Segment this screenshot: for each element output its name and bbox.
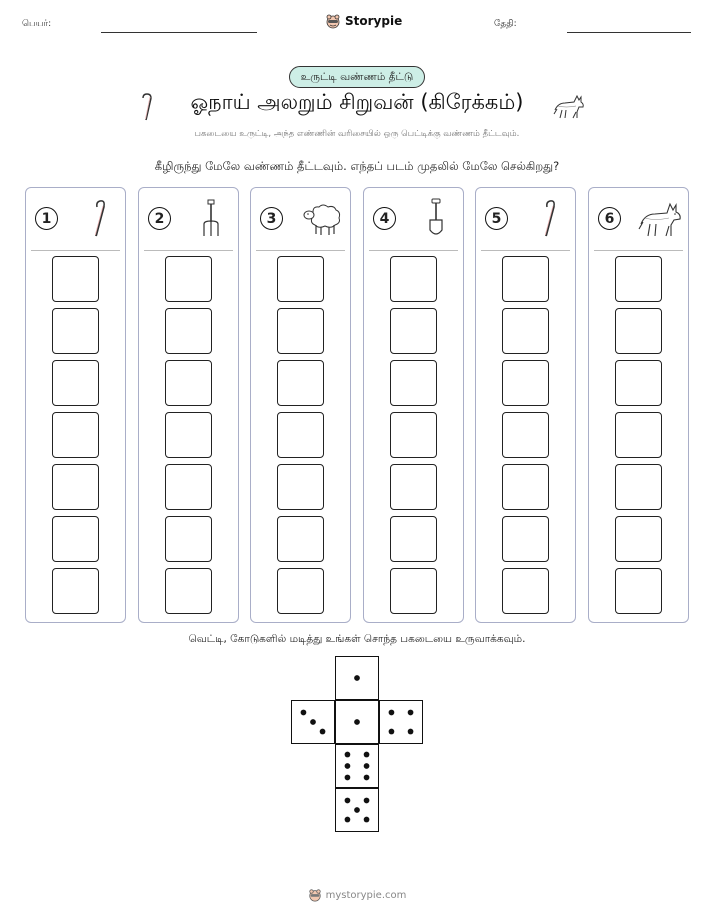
color-box[interactable] (165, 360, 212, 406)
color-box[interactable] (390, 464, 437, 510)
color-box[interactable] (615, 464, 662, 510)
dice-column-3 (250, 187, 351, 623)
color-box[interactable] (277, 360, 324, 406)
date-label: தேதி: (494, 19, 517, 29)
page-subtitle: பகடையை உருட்டி, அந்த எண்ணின் வரிசையில் ஒரு பெட்டிக்கு வண்ணம் தீட்டவும். (194, 129, 520, 139)
column-divider (256, 250, 345, 251)
color-box[interactable] (277, 308, 324, 354)
color-box[interactable] (390, 308, 437, 354)
color-box[interactable] (165, 516, 212, 562)
column-divider (369, 250, 458, 251)
wolf-icon (552, 90, 586, 122)
dice-face-top (335, 656, 379, 700)
footer-url[interactable]: mystorypie.com (325, 889, 407, 901)
column-number-badge: 1 (35, 207, 58, 230)
dice-face-left (291, 700, 335, 744)
color-box[interactable] (277, 568, 324, 614)
dice-column-2 (138, 187, 239, 623)
column-number-badge: 4 (373, 207, 396, 230)
wolf-icon (637, 196, 685, 240)
date-field[interactable] (567, 32, 691, 33)
dice-column-1 (25, 187, 126, 623)
shepherd-crook-icon (74, 196, 122, 240)
color-box[interactable] (615, 412, 662, 458)
column-number-badge: 6 (598, 207, 621, 230)
dice-column-4 (363, 187, 464, 623)
color-box[interactable] (165, 256, 212, 302)
color-box[interactable] (165, 412, 212, 458)
brand-logo (325, 13, 402, 29)
color-box[interactable] (52, 516, 99, 562)
sheep-icon (299, 196, 347, 240)
color-box[interactable] (277, 256, 324, 302)
column-divider (481, 250, 570, 251)
footer (0, 888, 714, 902)
shepherd-crook-icon (524, 196, 572, 240)
activity-badge: உருட்டி வண்ணம் தீட்டு (289, 66, 425, 88)
color-box[interactable] (502, 568, 549, 614)
color-box[interactable] (52, 360, 99, 406)
dice-column-5 (475, 187, 576, 623)
color-box[interactable] (165, 464, 212, 510)
color-box[interactable] (390, 360, 437, 406)
color-box[interactable] (502, 412, 549, 458)
color-box[interactable] (52, 568, 99, 614)
color-box[interactable] (390, 516, 437, 562)
color-box[interactable] (277, 464, 324, 510)
dice-face-lower (335, 744, 379, 788)
color-box[interactable] (277, 516, 324, 562)
color-box[interactable] (615, 308, 662, 354)
dice-face-bottom (335, 788, 379, 832)
color-box[interactable] (502, 256, 549, 302)
color-box[interactable] (502, 308, 549, 354)
color-box[interactable] (52, 256, 99, 302)
cut-instruction: வெட்டி, கோடுகளில் மடித்து உங்கள் சொந்த பகடையை உருவாக்கவும். (188, 633, 526, 645)
name-label: பெயர்: (22, 19, 52, 29)
brand-name: Storypie (345, 14, 403, 28)
dice-face-center (335, 700, 379, 744)
dice-face-right (379, 700, 423, 744)
pitchfork-icon (187, 196, 235, 240)
color-box[interactable] (615, 360, 662, 406)
color-box[interactable] (52, 464, 99, 510)
column-number-badge: 5 (485, 207, 508, 230)
color-box[interactable] (502, 360, 549, 406)
color-box[interactable] (390, 256, 437, 302)
color-box[interactable] (502, 464, 549, 510)
color-box[interactable] (52, 308, 99, 354)
color-box[interactable] (277, 412, 324, 458)
color-box[interactable] (502, 516, 549, 562)
color-box[interactable] (52, 412, 99, 458)
color-box[interactable] (165, 308, 212, 354)
column-number-badge: 2 (148, 207, 171, 230)
coloring-instruction: கீழிருந்து மேலே வண்ணம் தீட்டவும். எந்தப் படம் முதலில் மேலே செல்கிறது? (154, 159, 560, 173)
color-box[interactable] (165, 568, 212, 614)
color-box[interactable] (615, 256, 662, 302)
color-box[interactable] (390, 568, 437, 614)
page-title: ஓநாய் அலறும் சிறுவன் (கிரேக்கம்) (190, 90, 524, 114)
dice-column-6 (588, 187, 689, 623)
storypie-mascot-icon (325, 13, 341, 29)
color-box[interactable] (615, 568, 662, 614)
column-divider (594, 250, 683, 251)
storypie-mascot-icon (308, 888, 322, 902)
column-divider (31, 250, 120, 251)
column-divider (144, 250, 233, 251)
name-field[interactable] (101, 32, 257, 33)
color-box[interactable] (390, 412, 437, 458)
shovel-icon (412, 196, 460, 240)
column-number-badge: 3 (260, 207, 283, 230)
color-box[interactable] (615, 516, 662, 562)
